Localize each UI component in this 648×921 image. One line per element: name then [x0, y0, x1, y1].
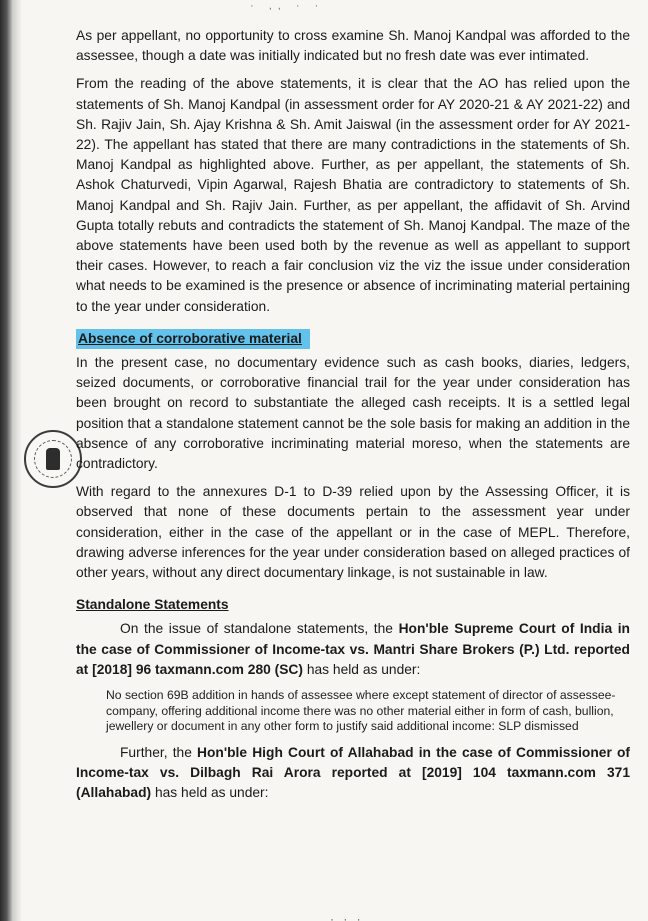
heading-standalone-statements: Standalone Statements: [76, 597, 229, 613]
paragraph-allahabad-lead: Further, the: [120, 744, 198, 760]
emblem-icon: [46, 448, 60, 470]
paragraph-supreme-court-tail: has held as under:: [302, 661, 421, 677]
paragraph-cross-examination: As per appellant, no opportunity to cross examine Sh. Manoj Kandpal was afforded to the assessee, though a date was initially indicated but no fresh date was ever intimated.: [76, 28, 630, 64]
top-cut-off-text: · ,, · ·: [250, 0, 325, 10]
document-page: [76, 26, 630, 811]
bottom-cut-off-text: · · ·: [330, 912, 364, 921]
paragraph-no-documentary-evidence: In the present case, no documentary evidence such as cash books, diaries, ledgers, seized documents, or corroborative financial trail for the year under consideration has been brought on record to substantiate the alleged cash receipts. It is a settled legal position that a standalone statement cannot be the sole basis for making an addition in the absence of any corroborative incriminating material moreso, when the statements are contradictory.: [76, 355, 630, 472]
paragraph-statements-analysis: From the reading of the above statements, it is clear that the AO has relied upon the statements of Sh. Manoj Kandpal (in assessment order for AY 2020-21 & AY 2021-22) and Sh. Rajiv Jain, Sh. Ajay Krishna & Sh. Amit Jaiswal (in the assessment order for AY 2021-22). The appellant has stated that there are many contradictions in the statements of Sh. Manoj Kandpal as highlighted above. Further, as per appellant, the statements of Sh. Ashok Chaturvedi, Vipin Agarwal, Rajesh Bhatia are contradictory to statements of Sh. Manoj Kandpal and Sh. Rajiv Jain. Further, as per appellant, the affidavit of Sh. Arvind Gupta totally rebuts and contradicts the statement of Sh. Manoj Kandpal. The maze of the above statements have been used both by the revenue as well as appellant to support their cases. However, to reach a fair conclusion viz the viz the issue under consideration what needs to be examined is the presence or absence of incriminating material pertaining to the year under consideration.: [76, 76, 630, 314]
paragraph-supreme-court-lead: On the issue of standalone statements, the: [120, 621, 399, 637]
book-binding-edge: [0, 0, 12, 921]
paragraph-allahabad-tail: has held as under:: [151, 785, 269, 800]
paragraph-annexures: With regard to the annexures D-1 to D-39 relied upon by the Assessing Officer, it is observed that none of these documents pertain to the assessment year under consideration, either in the case of the appellant or in the case of MEPL. Therefore, drawing adverse inferences for the year under consideration based on alleged practices of other years, without any direct documentary linkage, is not sustainable in law.: [76, 484, 630, 581]
heading-corroborative-wrapper: [76, 325, 630, 353]
official-seal-stamp: [24, 430, 82, 488]
case-citation-mantri-share-brokers: Hon'ble Supreme Court of India in the case of Commissioner of Income-tax vs. Mantri Share Brokers (P.) Ltd. reported at [2018] 96 taxmann.com 280 (SC): [76, 621, 630, 677]
paragraph-supreme-court: [76, 619, 630, 680]
binding-shadow: [12, 0, 22, 921]
case-citation-dilbagh-rai-arora: Hon'ble High Court of Allahabad in the case of Commissioner of Income-tax vs. Dilbagh Rai Arora reported at [2019] 104 taxmann.com 371 (Allahabad): [76, 744, 630, 800]
heading-absence-of-corroborative-material: Absence of corroborative material: [76, 329, 310, 349]
paragraph-allahabad-high-court: [76, 743, 630, 804]
heading-standalone-wrapper: [76, 591, 630, 619]
quoted-headnote: No section 69B addition in hands of assessee where except statement of director of assessee-company, offering additional income there was no other material either in form of cash, bullion, jewellery or document in any other form to justify said additional income: SLP dismissed: [106, 688, 616, 734]
